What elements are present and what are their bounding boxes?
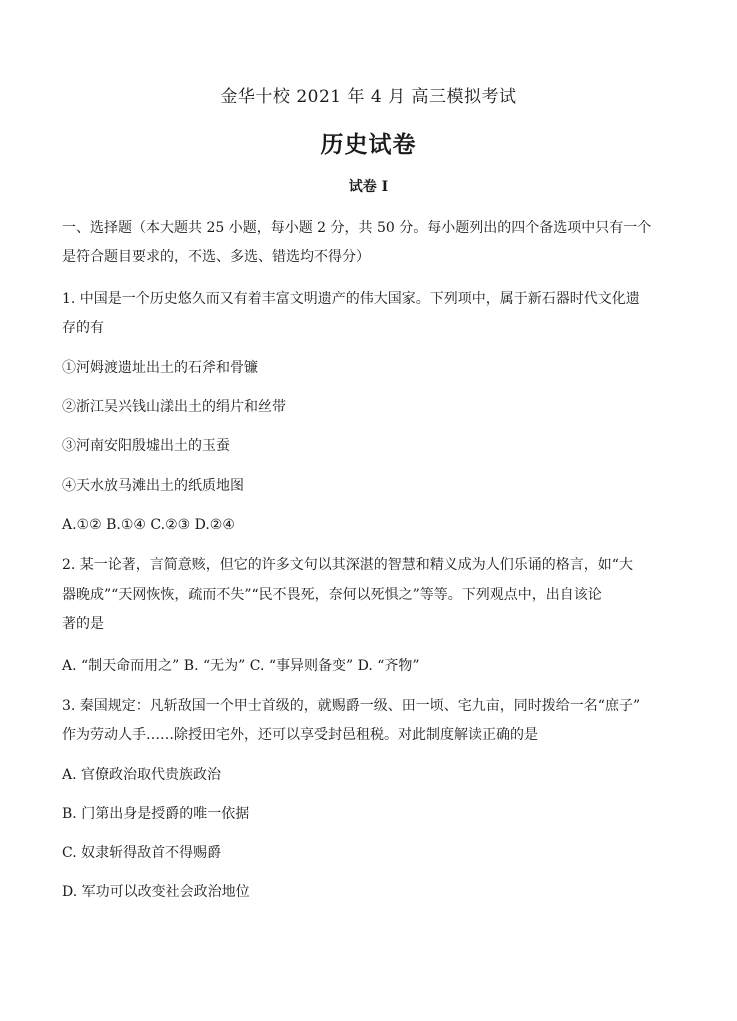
q1-stem-line-1: 1. 中国是一个历史悠久而又有着丰富文明遗产的伟大国家。下列项中，属于新石器时代文化遗 [62, 291, 640, 307]
q2-stem-line-2: 器晚成”“天网恢恢，疏而不失”“民不畏死，奈何以死惧之”等等。下列观点中，出自该论 [62, 587, 602, 603]
q1-item-2: ②浙江吴兴钱山漾出土的绢片和丝带 [62, 399, 286, 415]
section-title: 试卷 I [348, 179, 389, 195]
q3-option-d: D. 军功可以改变社会政治地位 [62, 884, 250, 900]
q1-item-4: ④天水放马滩出土的纸质地图 [62, 478, 244, 494]
subject-title: 历史试卷 [320, 131, 417, 158]
q2-stem-line-1: 2. 某一论著，言简意赅，但它的许多文句以其深湛的智慧和精义成为人们乐诵的格言，如“大 [62, 557, 633, 573]
q1-stem-line-2: 存的有 [62, 320, 104, 336]
instructions-line-1: 一、选择题（本大题共 25 小题，每小题 2 分，共 50 分。每小题列出的四个备选项中只有一个 [62, 220, 652, 236]
q2-options: A. “制天命而用之” B. “无为” C. “事异则备变” D. “齐物” [62, 658, 420, 674]
q1-item-3: ③河南安阳殷墟出土的玉蚕 [62, 438, 230, 454]
q2-stem-line-3: 著的是 [62, 616, 104, 632]
exam-title: 金华十校 2021 年 4 月 高三模拟考试 [220, 87, 517, 107]
q3-option-b: B. 门第出身是授爵的唯一依据 [62, 806, 250, 822]
q3-option-a: A. 官僚政治取代贵族政治 [62, 767, 222, 783]
q3-option-c: C. 奴隶斩得敌首不得赐爵 [62, 845, 222, 861]
q3-stem-line-1: 3. 秦国规定：凡斩敌国一个甲士首级的，就赐爵一级、田一顷、宅九亩，同时拨给一名“庶子” [62, 698, 641, 714]
instructions-line-2: 是符合题目要求的，不选、多选、错选均不得分） [62, 249, 370, 265]
q3-stem-line-2: 作为劳动人手……除授田宅外，还可以享受封邑租税。对此制度解读正确的是 [62, 727, 538, 743]
q1-options: A.①② B.①④ C.②③ D.②④ [62, 517, 235, 533]
q1-item-1: ①河姆渡遗址出土的石斧和骨镰 [62, 360, 258, 376]
